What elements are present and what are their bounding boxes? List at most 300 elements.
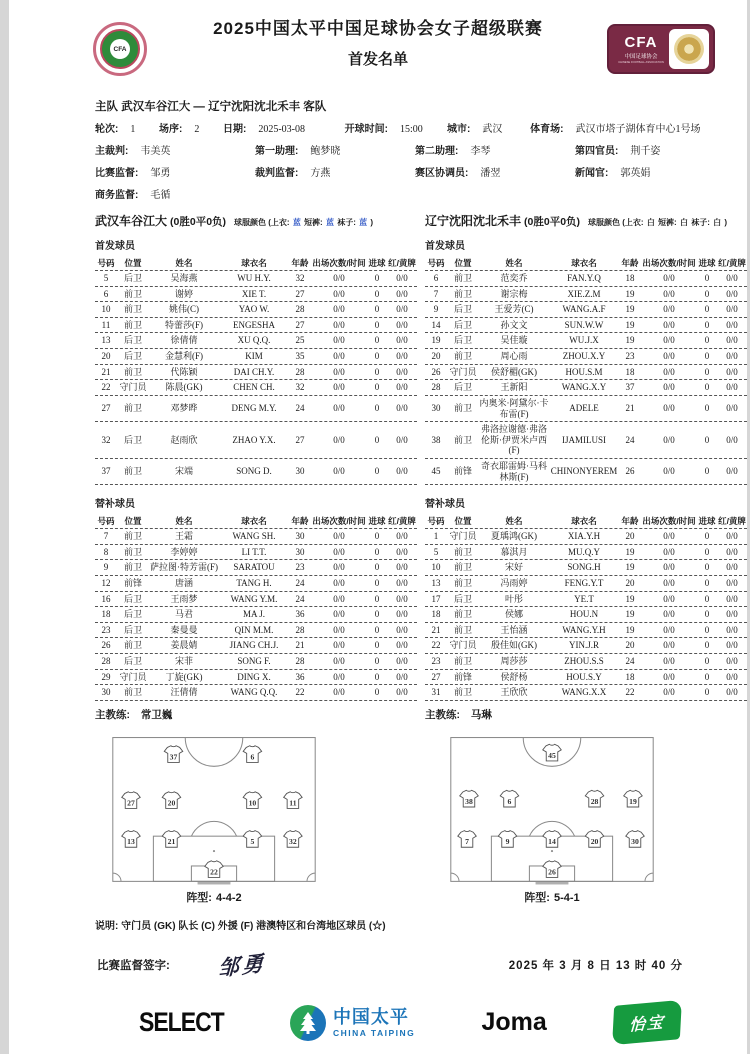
player-number: 11	[101, 319, 111, 330]
player-number: 7	[103, 531, 109, 542]
player-name: 王欣欣	[500, 687, 528, 698]
legend-note: 说明: 守门员 (GK) 队长 (C) 外援 (F) 港澳特区和台湾地区球员 (☆)	[95, 920, 386, 932]
page-title: 2025中国太平中国足球协会女子超级联赛	[213, 19, 543, 38]
player-row	[425, 380, 747, 396]
select-logo: SELECT	[139, 1007, 224, 1038]
player-row	[425, 271, 747, 287]
kit-shorts-label: 短裤:	[304, 218, 323, 227]
player-position: 后卫	[123, 434, 142, 445]
player-position: 前锋	[123, 578, 142, 588]
jersey-name: WANG Q.Q.	[230, 687, 278, 698]
goals: 0	[374, 578, 380, 588]
player-position: 前卫	[123, 640, 142, 651]
svg-text:21: 21	[167, 837, 176, 847]
kit-close: )	[724, 218, 728, 227]
goals: 0	[704, 319, 710, 330]
player-age: 30	[295, 546, 305, 557]
player-position: 前卫	[453, 562, 472, 573]
appearances: 0/0	[333, 434, 345, 445]
player-number: 38	[431, 434, 441, 445]
player-row	[95, 349, 417, 365]
away-team-record: (0胜0平0负)	[524, 216, 581, 228]
signature-row	[9, 950, 747, 980]
appearances: 0/0	[663, 382, 675, 393]
player-age: 25	[295, 335, 305, 346]
player-age: 32	[295, 273, 305, 284]
cards: 0/0	[726, 562, 738, 573]
player-number: 22	[101, 382, 111, 393]
player-name: 宋好	[504, 562, 523, 573]
svg-text:6: 6	[250, 752, 255, 762]
player-number: 16	[101, 593, 111, 604]
appearances: 0/0	[333, 640, 345, 651]
cards: 0/0	[726, 546, 738, 557]
jersey-name: YE.T	[574, 593, 594, 604]
jersey-name: WANG.A.F	[562, 304, 606, 315]
player-row	[425, 333, 747, 349]
kit-shorts-label: 短裤:	[658, 218, 677, 227]
player-position: 守门员	[119, 671, 147, 682]
player-age: 28	[295, 656, 305, 667]
player-number: 30	[431, 403, 441, 414]
player-row	[95, 333, 417, 349]
player-name: 王爱芳(C)	[494, 304, 534, 315]
cards: 0/0	[726, 319, 738, 330]
cards: 0/0	[726, 656, 738, 667]
info-label: 比赛监督:	[95, 168, 139, 179]
column-gap	[417, 592, 425, 608]
goals: 0	[374, 403, 380, 414]
column-gap	[417, 529, 425, 545]
player-age: 28	[295, 624, 305, 635]
player-age: 20	[625, 640, 635, 651]
player-row	[425, 349, 747, 365]
kit-socks-color: 蓝	[359, 218, 368, 227]
player-row	[95, 529, 417, 545]
player-age: 36	[295, 609, 305, 620]
column-header-row	[95, 514, 417, 529]
player-age: 24	[625, 434, 635, 445]
goals: 0	[374, 531, 380, 542]
goals: 0	[704, 656, 710, 667]
cards: 0/0	[726, 466, 738, 477]
player-position: 前卫	[123, 687, 142, 698]
player-name: 陈晨(GK)	[165, 382, 203, 393]
column-header: 年龄	[621, 258, 639, 268]
player-position: 前卫	[453, 351, 472, 362]
coach-label: 主教练:	[425, 708, 460, 721]
taiping-tree-icon	[290, 1005, 326, 1041]
player-number: 18	[431, 609, 441, 620]
info-value: 2025-03-08	[258, 124, 306, 135]
info-row	[95, 142, 735, 157]
player-row	[425, 670, 747, 686]
roster-row	[95, 349, 738, 365]
info-item	[223, 120, 345, 135]
player-age: 27	[295, 319, 305, 330]
player-number: 12	[101, 578, 111, 588]
info-item	[159, 120, 223, 135]
goals: 0	[704, 288, 710, 299]
player-number: 1	[433, 531, 439, 542]
player-position: 前卫	[123, 562, 142, 573]
player-row	[95, 459, 417, 485]
svg-text:22: 22	[210, 867, 218, 877]
player-age: 22	[295, 687, 305, 698]
appearances: 0/0	[663, 640, 675, 651]
appearances: 0/0	[663, 531, 675, 542]
roster-column-headers	[95, 514, 746, 529]
player-position: 守门员	[449, 640, 477, 651]
player-row	[95, 422, 417, 459]
player-row	[425, 592, 747, 608]
player-number: 10	[101, 304, 111, 315]
supervisor-signature: 邹勇	[217, 949, 267, 981]
appearances: 0/0	[333, 273, 345, 284]
column-header: 出场次数/时间	[642, 258, 696, 268]
player-number: 5	[103, 273, 109, 284]
player-name: 孙文文	[500, 319, 528, 330]
column-gap	[417, 638, 425, 654]
column-gap	[417, 396, 425, 422]
cards: 0/0	[396, 434, 408, 445]
column-header: 进球	[368, 516, 386, 527]
home-formation-label: 阵型: 4-4-2	[186, 891, 242, 904]
info-item	[415, 142, 575, 157]
player-name: 宋菲	[174, 656, 193, 667]
roster-row	[95, 560, 738, 576]
player-row	[95, 318, 417, 334]
goals: 0	[374, 304, 380, 315]
player-name: 周心雨	[500, 351, 528, 362]
home-team-header	[95, 212, 417, 229]
info-label: 城市:	[446, 124, 471, 135]
cards: 0/0	[726, 434, 738, 445]
jersey-name: ZHAO Y.X.	[232, 434, 276, 445]
player-number: 23	[431, 656, 441, 667]
goals: 0	[704, 304, 710, 315]
subs-label: 替补球员	[425, 499, 465, 511]
cards: 0/0	[726, 366, 738, 377]
player-number: 26	[431, 366, 441, 377]
cards: 0/0	[396, 578, 408, 588]
goals: 0	[704, 640, 710, 651]
player-name: 王怡涵	[500, 624, 528, 635]
player-position: 后卫	[123, 273, 142, 284]
appearances: 0/0	[663, 624, 675, 635]
player-position: 前锋	[453, 671, 472, 682]
jersey-name: HOU.S.M	[565, 366, 603, 377]
info-label: 第二助理:	[415, 146, 459, 157]
svg-text:32: 32	[289, 837, 297, 847]
goals: 0	[704, 562, 710, 573]
player-number: 29	[101, 671, 111, 682]
jersey-name: MA J.	[242, 609, 265, 620]
player-number: 31	[431, 687, 441, 698]
player-age: 18	[625, 366, 635, 377]
roster-row	[95, 365, 738, 381]
player-row	[425, 459, 747, 485]
taiping-cn: 中国太平	[332, 1006, 409, 1027]
player-name: 吴佳璇	[500, 335, 528, 346]
svg-text:11: 11	[289, 798, 297, 808]
coach-label: 主教练:	[95, 708, 130, 721]
cards: 0/0	[726, 351, 738, 362]
player-age: 20	[625, 578, 635, 588]
player-age: 24	[295, 593, 305, 604]
appearances: 0/0	[333, 319, 345, 330]
player-age: 36	[295, 671, 305, 682]
goals: 0	[704, 687, 710, 698]
appearances: 0/0	[333, 382, 345, 393]
player-row	[425, 607, 747, 623]
goals: 0	[704, 593, 710, 604]
page-subtitle: 首发名单	[347, 51, 408, 68]
player-number: 27	[101, 403, 111, 414]
column-gap	[417, 380, 425, 396]
info-label: 商务监督:	[95, 190, 139, 201]
player-position: 前卫	[453, 546, 472, 557]
player-name: 侯舒楣(GK)	[491, 366, 537, 377]
column-header-row	[95, 256, 417, 271]
info-label: 主裁判:	[95, 146, 129, 157]
player-position: 后卫	[123, 351, 142, 362]
info-label: 第一助理:	[255, 146, 299, 157]
player-age: 30	[295, 466, 305, 477]
player-row	[425, 287, 747, 303]
svg-text:26: 26	[548, 867, 556, 877]
info-value: 潘翌	[480, 168, 501, 179]
player-name: 谢婷	[174, 288, 193, 299]
svg-text:27: 27	[127, 798, 135, 808]
home-kit-colors	[234, 217, 374, 228]
column-header: 年龄	[621, 516, 639, 527]
roster-row	[95, 607, 738, 623]
player-number: 28	[431, 382, 441, 393]
player-number: 8	[103, 546, 109, 557]
kit-shorts-color: 蓝	[325, 218, 334, 227]
match-lineup-sheet	[9, 0, 747, 1054]
svg-text:5: 5	[250, 837, 255, 847]
cards: 0/0	[726, 288, 738, 299]
player-row	[95, 623, 417, 639]
away-coach	[425, 707, 747, 722]
appearances: 0/0	[333, 562, 345, 573]
column-header: 进球	[698, 258, 716, 268]
info-label: 轮次:	[95, 124, 119, 135]
player-position: 后卫	[453, 335, 472, 346]
info-label: 裁判监督:	[255, 168, 299, 179]
kit-label: 球服颜色 (上衣:	[234, 218, 290, 227]
roster-row	[95, 576, 738, 592]
info-item	[95, 186, 255, 201]
roster-row	[95, 380, 738, 396]
jersey-name: KIM	[245, 351, 263, 362]
appearances: 0/0	[663, 273, 675, 284]
column-header: 红/黄牌	[718, 516, 746, 527]
player-number: 14	[431, 319, 441, 330]
column-gap	[417, 607, 425, 623]
player-age: 19	[625, 319, 635, 330]
kit-label: 球服颜色 (上衣:	[588, 218, 644, 227]
player-number: 10	[431, 562, 441, 573]
player-name: 马君	[174, 609, 193, 620]
info-item	[95, 164, 255, 179]
info-item	[345, 120, 447, 135]
taiping-text	[333, 1008, 415, 1038]
appearances: 0/0	[333, 304, 345, 315]
info-label: 开球时间:	[344, 124, 388, 135]
svg-text:28: 28	[590, 796, 599, 806]
formation-pitch	[111, 736, 317, 886]
appearances: 0/0	[333, 593, 345, 604]
goals: 0	[704, 403, 710, 414]
player-position: 前卫	[123, 319, 142, 330]
cards: 0/0	[396, 562, 408, 573]
roster-row	[95, 670, 738, 686]
info-item	[575, 164, 735, 179]
info-item	[95, 120, 159, 135]
info-item	[575, 142, 735, 157]
away-kit-colors	[588, 217, 728, 228]
goals: 0	[704, 335, 710, 346]
taiping-en: CHINA TAIPING	[332, 1027, 416, 1038]
home-team-name: 武汉车谷江大	[95, 214, 168, 228]
kit-socks-label: 袜子:	[691, 218, 710, 227]
cards: 0/0	[726, 593, 738, 604]
player-position: 前卫	[453, 687, 472, 698]
jersey-name: HOU.N	[569, 609, 599, 620]
column-gap	[417, 333, 425, 349]
player-age: 19	[625, 288, 635, 299]
roster-row	[95, 529, 738, 545]
roster-row	[95, 638, 738, 654]
jersey-name: SONG.H	[567, 562, 601, 573]
cards: 0/0	[726, 531, 738, 542]
column-header: 出场次数/时间	[312, 516, 366, 527]
player-position: 前卫	[453, 434, 472, 445]
goals: 0	[374, 687, 380, 698]
goals: 0	[704, 382, 710, 393]
column-gap	[417, 670, 425, 686]
cards: 0/0	[396, 656, 408, 667]
jersey-name: WANG.X.X	[561, 687, 607, 698]
cards: 0/0	[396, 609, 408, 620]
appearances: 0/0	[663, 319, 675, 330]
player-position: 守门员	[449, 531, 477, 542]
player-number: 21	[101, 366, 111, 377]
player-age: 19	[625, 546, 635, 557]
info-label: 赛区协调员:	[415, 168, 469, 179]
appearances: 0/0	[333, 609, 345, 620]
goals: 0	[374, 434, 380, 445]
sponsor-logos	[9, 1000, 747, 1046]
jersey-name: ADELE	[569, 403, 599, 414]
goals: 0	[704, 671, 710, 682]
cards: 0/0	[396, 382, 408, 393]
starters-labels	[95, 231, 735, 256]
info-item	[255, 164, 415, 179]
goals: 0	[374, 671, 380, 682]
player-number: 30	[101, 687, 111, 698]
player-position: 前卫	[453, 609, 472, 620]
jersey-name: FENG.Y.T	[564, 578, 604, 588]
column-gap	[417, 459, 425, 485]
svg-text:19: 19	[629, 796, 637, 806]
jersey-name: WANG Y.M.	[230, 593, 278, 604]
player-position: 前卫	[453, 273, 472, 284]
kit-socks-color: 白	[713, 218, 722, 227]
cards: 0/0	[726, 382, 738, 393]
column-gap	[417, 287, 425, 303]
column-header: 年龄	[291, 516, 309, 527]
cards: 0/0	[396, 403, 408, 414]
svg-text:9: 9	[505, 837, 510, 847]
player-name: 王雨梦	[170, 593, 198, 604]
column-header: 球衣名	[571, 516, 597, 527]
cfa-round-logo-icon	[93, 22, 147, 76]
appearances: 0/0	[663, 687, 675, 698]
player-row	[95, 396, 417, 422]
column-header: 姓名	[505, 258, 523, 268]
cfa-badge-icon	[607, 24, 715, 74]
roster-row	[95, 592, 738, 608]
player-name: 徐倩倩	[170, 335, 198, 346]
player-row	[425, 318, 747, 334]
goals: 0	[374, 624, 380, 635]
player-position: 后卫	[453, 382, 472, 393]
column-header: 球衣名	[241, 516, 267, 527]
appearances: 0/0	[333, 546, 345, 557]
cards: 0/0	[726, 609, 738, 620]
goals: 0	[704, 531, 710, 542]
column-header: 年龄	[291, 258, 309, 268]
player-age: 24	[625, 656, 635, 667]
player-row	[95, 287, 417, 303]
column-header: 进球	[698, 516, 716, 527]
info-label: 第四官员:	[575, 146, 619, 157]
player-row	[95, 592, 417, 608]
kit-close: )	[370, 218, 374, 227]
appearances: 0/0	[333, 624, 345, 635]
subs-table	[95, 514, 746, 701]
player-name: 金慧利(F)	[165, 351, 203, 362]
column-header: 姓名	[505, 516, 523, 527]
jersey-name: FAN.Y.Q	[567, 273, 601, 284]
jersey-name: MU.Q.Y	[567, 546, 600, 557]
player-row	[425, 422, 747, 459]
column-header: 红/黄牌	[388, 258, 416, 268]
column-header: 出场次数/时间	[312, 258, 366, 268]
player-number: 13	[101, 335, 111, 346]
player-row	[425, 560, 747, 576]
column-gap	[417, 514, 425, 529]
goals: 0	[704, 578, 710, 588]
column-header: 号码	[97, 516, 115, 527]
info-label: 日期:	[223, 124, 247, 135]
jersey-name: XIE T.	[241, 288, 267, 299]
coach-row	[95, 707, 735, 722]
subs-label: 替补球员	[95, 499, 135, 511]
player-row	[95, 271, 417, 287]
home-formation	[111, 736, 317, 905]
goals: 0	[704, 546, 710, 557]
player-row	[425, 654, 747, 670]
jersey-name: WU H.Y.	[237, 273, 271, 284]
player-age: 24	[295, 403, 305, 414]
info-value: 李琴	[470, 146, 491, 157]
cestbon-logo	[613, 1003, 681, 1042]
